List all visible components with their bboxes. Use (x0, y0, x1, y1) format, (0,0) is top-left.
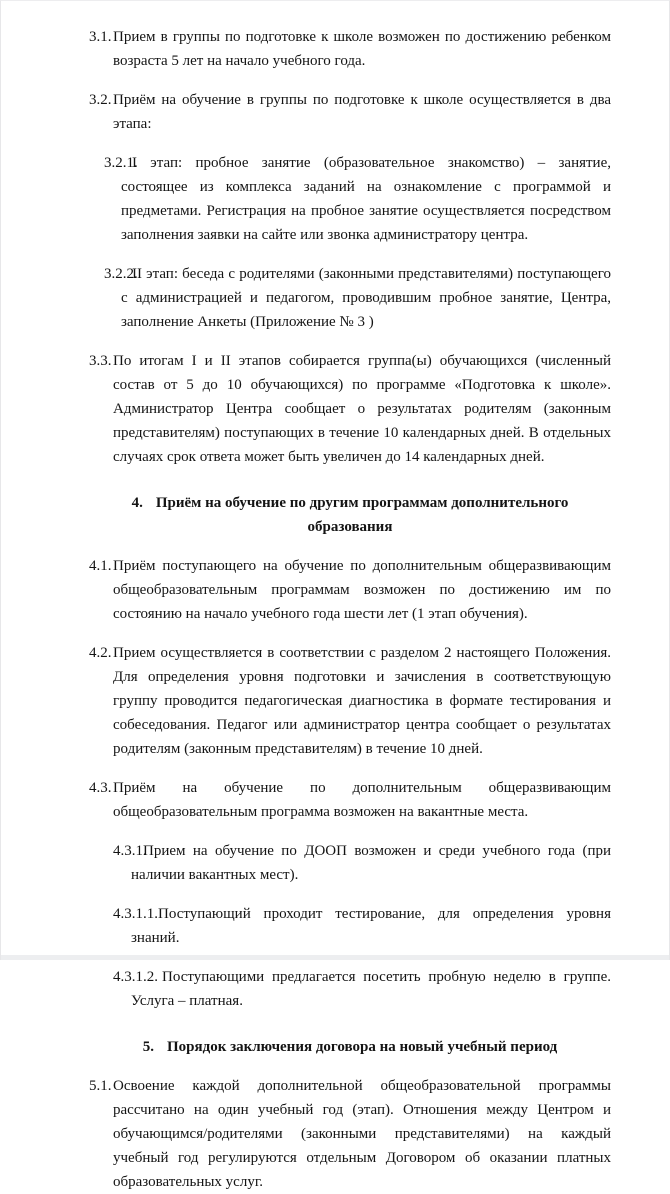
clause-3-2-1 (1, 151, 669, 247)
clause-text: Приём на обучение по дополнительным общеразвивающим общеобразовательным программа возможен на вакантные места. (113, 780, 611, 820)
clause-3-1 (1, 25, 669, 73)
clause-4-3-1 (1, 839, 669, 887)
clause-5-1 (1, 1074, 669, 1194)
clause-text: Освоение каждой дополнительной общеобразовательной программы рассчитано на один учебный год (этап). Отношения между Центром и обучающимся/родителями (законными представителями) на каждый учебный год регулируются отдельным Договором об оказании платных образовательных услуг. (113, 1078, 611, 1190)
clause-number: 4.2. (89, 645, 112, 661)
clause-4-3-1-1 (1, 902, 669, 950)
clause-number: 4.3.1.1. (113, 906, 158, 922)
clause-text: Прием в группы по подготовке к школе возможен по достижению ребенком возраста 5 лет на начало учебного года. (113, 29, 611, 69)
section-title: Приём на обучение по другим программам дополнительного образования (155, 495, 569, 535)
clause-text: Прием осуществляется в соответствии с разделом 2 настоящего Положения. Для определения уровня подготовки и зачисления в соответствующую группу проводится педагогическая диагностика в формате тестирования и собеседования. Педагог или администратор центра сообщает о результатах родителям (законным представителям) в течение 10 дней. (113, 645, 611, 757)
clause-number: 5.1. (89, 1078, 112, 1094)
clause-text: Приём поступающего на обучение по дополнительным общеразвивающим общеобразовательным программам возможен по достижению им по состоянию на начало учебного года шести лет (1 этап обучения). (113, 558, 611, 622)
page-bottom-edge (1, 955, 669, 960)
clause-3-2-2 (1, 262, 669, 334)
clause-number: 3.2.2. (104, 266, 138, 282)
clause-3-3 (1, 349, 669, 469)
section-heading-5 (1, 1035, 669, 1059)
clause-number: 4.1. (89, 558, 112, 574)
clause-4-3-1-2 (1, 965, 669, 1013)
clause-text: Приём на обучение в группы по подготовке к школе осуществляется в два этапа: (113, 92, 611, 132)
clause-text: Поступающими предлагается посетить пробную неделю в группе. Услуга – платная. (131, 969, 611, 1009)
document-content (1, 1, 669, 1194)
clause-number: 4.3.1.2. (113, 969, 158, 985)
clause-text: По итогам I и II этапов собирается группа(ы) обучающихся (численный состав от 5 до 10 обучающихся) по программе «Подготовка к школе». Администратор Центра сообщает о результатах родителям (законным представителям) поступающих в течение 10 календарных дней. В отдельных случаях срок ответа может быть увеличен до 14 календарных дней. (113, 353, 611, 465)
clause-number: 3.2. (89, 92, 112, 108)
clause-number: 3.1. (89, 29, 112, 45)
clause-number: 4.3. (89, 780, 112, 796)
clause-4-1 (1, 554, 669, 626)
clause-text: Прием на обучение по ДООП возможен и среди учебного года (при наличии вакантных мест). (131, 843, 611, 883)
section-number: 4. (131, 495, 143, 511)
clause-text: II этап: беседа с родителями (законными представителями) поступающего с администрацией и педагогом, проводившим пробное занятие, Центра, заполнение Анкеты (Приложение № 3 ) (121, 266, 611, 330)
clause-4-3 (1, 776, 669, 824)
section-heading-4 (1, 491, 669, 539)
clause-3-2 (1, 88, 669, 136)
clause-4-2 (1, 641, 669, 761)
section-title: Порядок заключения договора на новый учебный период (166, 1039, 558, 1055)
clause-number: 4.3.1. (113, 843, 147, 859)
clause-text: I этап: пробное занятие (образовательное знакомство) – занятие, состоящее из комплекса заданий на ознакомление с программой и предметами. Регистрация на пробное занятие осуществляется посредством заполнения заявки на сайте или звонка администратору центра. (121, 155, 611, 243)
clause-number: 3.2.1. (104, 155, 138, 171)
section-number: 5. (142, 1039, 154, 1055)
clause-number: 3.3. (89, 353, 112, 369)
clause-text: Поступающий проходит тестирование, для определения уровня знаний. (131, 906, 611, 946)
